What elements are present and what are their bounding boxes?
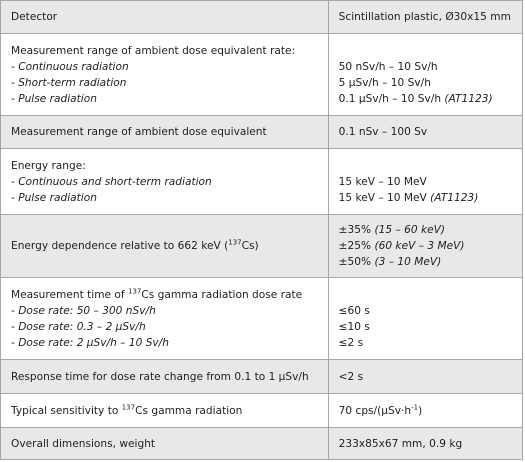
table-row-dimensions (1, 428, 523, 460)
table-row-response-time (1, 360, 523, 394)
table-row-detector (1, 1, 523, 34)
param-cell (1, 34, 329, 116)
value-cell (328, 394, 522, 428)
param-title: Energy range: (11, 159, 86, 172)
table-row-measurement-time (1, 278, 523, 360)
value-line-with-note (339, 190, 522, 206)
param-item: - Short-term radiation (11, 76, 127, 89)
param-label: Measurement range of ambient dose equivalent (11, 126, 267, 138)
param-item: - Continuous radiation (11, 60, 129, 73)
table-row-dose-rate-range (1, 34, 523, 116)
value-note: (60 keV – 3 MeV) (374, 240, 465, 252)
param-cell (1, 394, 329, 428)
value-label: <2 s (338, 370, 364, 383)
param-cell (1, 278, 329, 360)
value-line-with-note (339, 91, 522, 107)
value-line-with-note: ±35% (15 – 60 keV) (338, 224, 445, 236)
param-label: Response time for dose rate change from 0.1 to 1 µSv/h (11, 370, 309, 383)
value-text: 15 keV – 10 MeV (338, 191, 427, 204)
param-label: Detector (11, 11, 58, 23)
param-cell (1, 215, 329, 278)
value-line-with-note: ±50% (3 – 10 MeV) (338, 256, 442, 268)
value-line: 5 µSv/h – 10 Sv/h (338, 76, 431, 89)
value-cell (328, 215, 522, 278)
param-item: - Pulse radiation (11, 191, 97, 204)
value-cell (328, 149, 522, 215)
value-line: ≤2 s (338, 336, 364, 349)
value-note: (AT1123) (444, 92, 493, 105)
value-cell (328, 428, 522, 460)
table-row-energy-range (1, 149, 523, 215)
value-label: 0.1 nSv – 100 Sv (338, 126, 428, 138)
value-line: 15 keV – 10 MeV (338, 175, 427, 188)
param-item: - Dose rate: 50 – 300 nSv/h (11, 304, 156, 317)
value-note: (AT1123) (430, 191, 479, 204)
param-item: - Continuous and short-term radiation (11, 175, 212, 188)
table-row-sensitivity (1, 394, 523, 428)
table-row-energy-dependence (1, 215, 523, 278)
param-title: Measurement range of ambient dose equivalent rate: (11, 44, 296, 57)
value-cell (328, 116, 522, 149)
param-cell (1, 116, 329, 149)
param-cell (1, 149, 329, 215)
value-label: 70 cps/$(\mu Sv\cdot h^{-1})$ (338, 402, 423, 417)
param-item: - Pulse radiation (11, 92, 97, 105)
param-cell (1, 1, 329, 34)
param-label: Overall dimensions, weight (11, 437, 156, 450)
param-cell (1, 428, 329, 460)
value-cell (328, 360, 522, 394)
value-line: ≤60 s (338, 304, 370, 317)
value-note: (3 – 10 MeV) (374, 256, 442, 268)
value-cell (328, 34, 522, 116)
param-item: - Dose rate: 2 µSv/h – 10 Sv/h (11, 336, 169, 349)
param-label: Energy dependence relative to 662 keV ($^{137}$Cs) (11, 238, 259, 252)
value-note: (15 – 60 keV) (374, 224, 445, 236)
value-cell (328, 1, 522, 34)
value-label: Scintillation plastic, Ø30x15 mm (338, 11, 511, 23)
value-line: ≤10 s (338, 320, 370, 333)
param-label: Typical sensitivity to $^{137}$Cs gamma radiation (11, 402, 243, 417)
param-cell (1, 360, 329, 394)
value-cell (328, 278, 522, 360)
value-line-with-note: ±25% (60 keV – 3 MeV) (338, 240, 465, 252)
table-row-dose-range (1, 116, 523, 149)
value-line: 50 nSv/h – 10 Sv/h (338, 60, 438, 73)
value-text: 0.1 µSv/h – 10 Sv/h (338, 92, 442, 105)
param-item: - Dose rate: 0.3 – 2 µSv/h (11, 320, 146, 333)
param-title: Measurement time of $^{137}$Cs gamma radiation dose rate (11, 286, 303, 301)
value-label: 233x85x67 mm, 0.9 kg (338, 437, 463, 450)
